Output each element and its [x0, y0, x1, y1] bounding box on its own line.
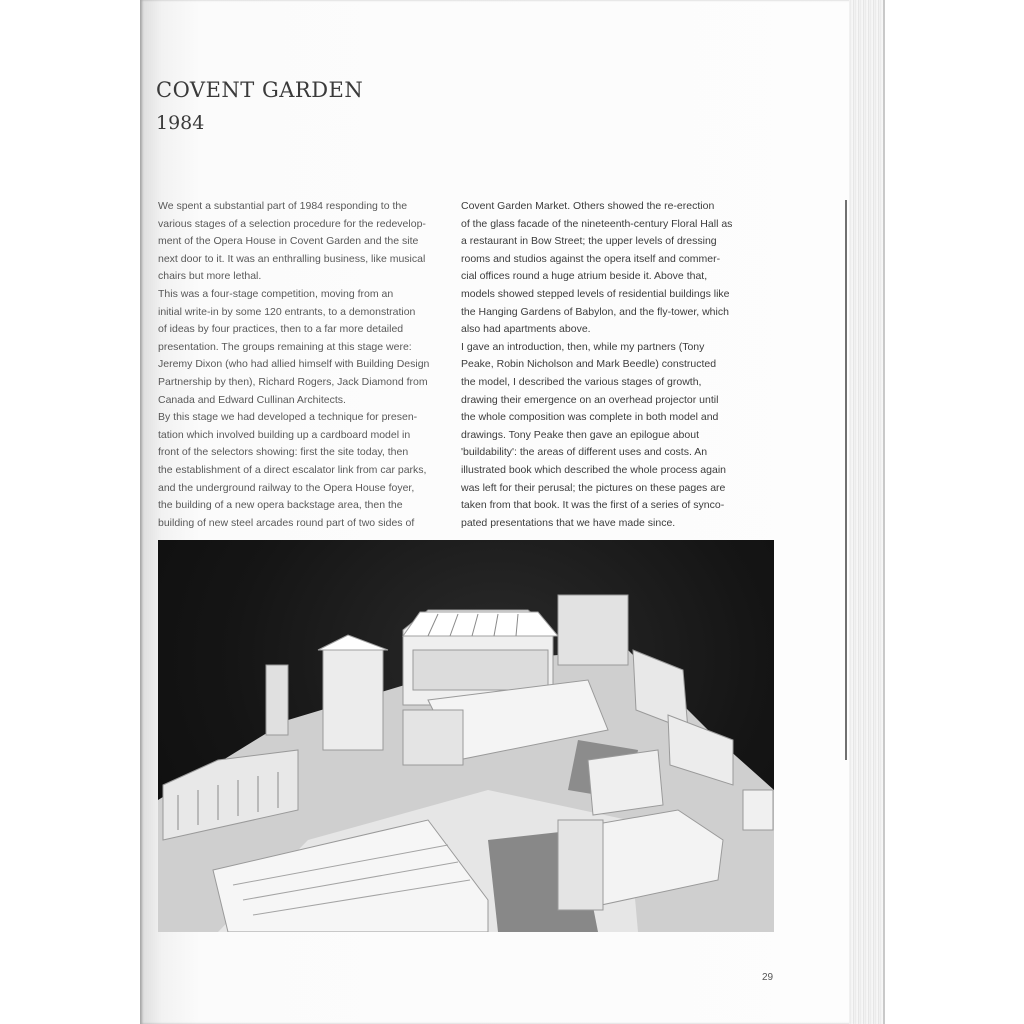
text-line: taken from that book. It was the first of a series of synco-	[461, 499, 725, 512]
cardboard-model-photo	[158, 540, 774, 932]
page-title: COVENT GARDEN	[156, 78, 364, 102]
text-line: models showed stepped levels of residential buildings like	[461, 287, 730, 300]
page-stack-edges	[849, 0, 885, 1024]
text-line: drawings. Tony Peake then gave an epilogue about	[461, 428, 699, 441]
text-column-left	[158, 198, 438, 532]
scan-margin-left	[0, 0, 140, 1024]
text-line: Peake, Robin Nicholson and Mark Beedle) constructed	[461, 358, 717, 371]
text-line: By this stage we had developed a technique for presen-	[158, 411, 418, 424]
text-line: pated presentations that we have made since.	[461, 516, 676, 529]
text-column-right	[461, 198, 781, 532]
text-line: drawing their emergence on an overhead projector until	[461, 393, 719, 406]
text-line: Partnership by then), Richard Rogers, Jack Diamond from	[158, 375, 428, 388]
page-number: 29	[762, 972, 774, 983]
text-line: also had apartments above.	[461, 323, 591, 336]
text-line: the establishment of a direct escalator link from car parks,	[158, 463, 427, 476]
text-line: a restaurant in Bow Street; the upper levels of dressing	[461, 235, 717, 248]
text-line: Canada and Edward Cullinan Architects.	[158, 393, 346, 406]
text-line: Jeremy Dixon (who had allied himself with Building Design	[158, 358, 430, 371]
text-line: the whole composition was complete in both model and	[461, 411, 719, 424]
text-line: cial offices round a huge atrium beside it. Above that,	[461, 270, 708, 283]
text-line: front of the selectors showing: first the site today, then	[158, 446, 409, 459]
model-illustration	[158, 540, 774, 932]
text-line: Covent Garden Market. Others showed the re-erection	[461, 200, 715, 212]
text-line: I gave an introduction, then, while my partners (Tony	[461, 340, 705, 353]
text-line: chairs but more lethal.	[158, 270, 262, 283]
text-line: We spent a substantial part of 1984 responding to the	[158, 200, 408, 212]
text-line: building of new steel arcades round part of two sides of	[158, 516, 415, 529]
text-line: initial write-in by some 120 entrants, to a demonstration	[158, 305, 416, 318]
text-line: This was a four-stage competition, moving from an	[158, 287, 394, 300]
text-line: the model, I described the various stages of growth,	[461, 375, 702, 388]
text-line: tation which involved building up a cardboard model in	[158, 428, 411, 441]
text-line: and the underground railway to the Opera House foyer,	[158, 481, 415, 494]
page-year: 1984	[156, 112, 205, 134]
text-line: the building of a new opera backstage area, then the	[158, 499, 403, 512]
scan-margin-right	[885, 0, 1024, 1024]
text-line: 'buildability': the areas of different uses and costs. An	[461, 446, 708, 459]
text-line: was left for their perusal; the pictures on these pages are	[461, 481, 726, 494]
text-line: of ideas by four practices, then to a far more detailed	[158, 323, 404, 336]
text-line: ment of the Opera House in Covent Garden and the site	[158, 235, 419, 248]
text-line: next door to it. It was an enthralling business, like musical	[158, 252, 426, 265]
text-line: illustrated book which described the whole process again	[461, 463, 726, 476]
text-line: various stages of a selection procedure for the redevelop-	[158, 217, 426, 230]
text-line: the Hanging Gardens of Babylon, and the fly-tower, which	[461, 305, 729, 318]
text-line: presentation. The groups remaining at this stage were:	[158, 340, 412, 353]
text-line: rooms and studios against the opera itself and commer-	[461, 252, 721, 265]
text-line: of the glass facade of the nineteenth-century Floral Hall as	[461, 217, 733, 230]
